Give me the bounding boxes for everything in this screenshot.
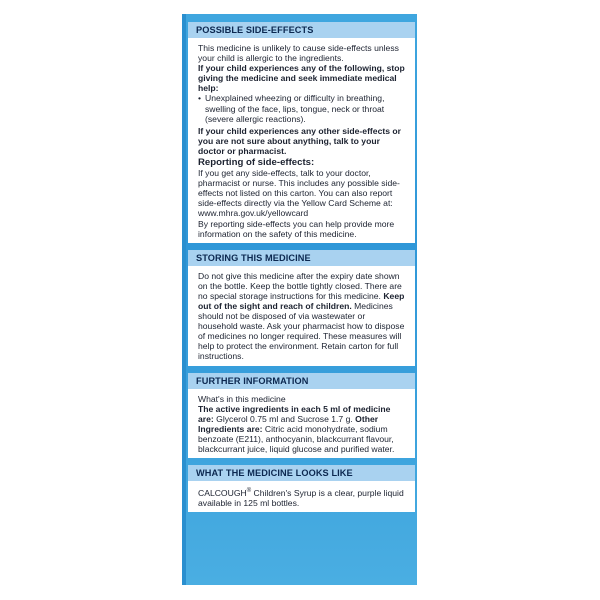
further-info-heading: FURTHER INFORMATION (188, 373, 415, 389)
storing-body (188, 266, 415, 366)
other-ingredients-text: Citric acid monohydrate, sodium benzoate (E211), anthocyanin, blackcurrant flavour, blackcurrant juice, liquid glucose and purified water. (198, 423, 395, 454)
reporting-footer: By reporting side-effects you can help provide more information on the safety of this medicine. (198, 218, 395, 239)
storing-heading: STORING THIS MEDICINE (188, 250, 415, 266)
side-effects-intro: This medicine is unlikely to cause side-effects unless your child is allergic to the ingredients. (198, 43, 399, 64)
reporting-text: If you get any side-effects, talk to your doctor, pharmacist or nurse. This includes any possible side-effects not listed on this carton. You can also report side-effects directly via the Yellow Card Scheme at: www.mhra.gov.uk/yellowcard (198, 168, 400, 219)
looks-like-body (188, 481, 415, 512)
list-item: • Unexplained wheezing or difficulty in breathing, swelling of the face, lips, tongue, neck or throat (severe allergic reactions). (198, 93, 407, 123)
side-effects-body (188, 38, 415, 243)
other-warning: If your child experiences any other side-effects or you are not sure about anything, talk to your doctor or pharmacist. (198, 125, 401, 156)
active-ingredients-text: Glycerol 0.75 ml and Sucrose 1.7 g. (213, 413, 356, 424)
whats-in-heading: What's in this medicine (198, 393, 286, 404)
looks-like-heading: WHAT THE MEDICINE LOOKS LIKE (188, 465, 415, 481)
carton-edge (182, 14, 186, 585)
registered-mark: ® (246, 488, 252, 495)
reporting-heading: Reporting of side-effects: (198, 157, 315, 169)
looks-like-text: Children's Syrup is a clear, purple liquid available in 125 ml bottles. (198, 487, 404, 509)
side-effects-list (198, 93, 407, 123)
stop-warning: If your child experiences any of the following, stop giving the medicine and seek immediate medical help: (198, 63, 405, 94)
storing-text-1: Do not give this medicine after the expiry date shown on the bottle. Keep the bottle tightly closed. There are no special storage instructions for this medicine. (198, 270, 402, 301)
brand-name: CALCOUGH (198, 487, 247, 498)
side-effects-heading: POSSIBLE SIDE-EFFECTS (188, 22, 415, 38)
other-ingredients-label: Other Ingredients are: (198, 413, 379, 434)
storing-text-2: Medicines should not be disposed of via wastewater or household waste. Ask your pharmacist how to dispose of medicines no longer required. These measures will help to protect the environment. Retain carton for full instructions. (198, 300, 405, 362)
further-info-body (188, 389, 415, 459)
active-ingredients-label: The active ingredients in each 5 ml of medicine are: (198, 403, 391, 424)
storing-warning: Keep out of the sight and reach of children. (198, 290, 405, 311)
leaflet-content (188, 22, 415, 512)
